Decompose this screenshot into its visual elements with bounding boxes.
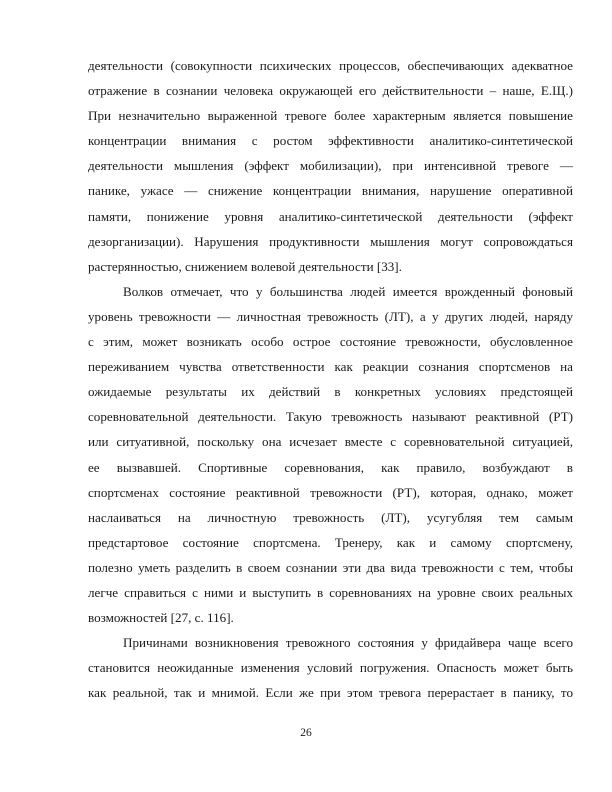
text-line: дезорганизации). Нарушения продуктивности мышления могут сопровождаться <box>88 233 573 249</box>
paragraph <box>88 630 573 705</box>
paragraph <box>88 279 573 630</box>
text-line: становится неожиданные изменения условий погружения. Опасность может быть <box>88 660 573 676</box>
text-line: или ситуативной, поскольку она исчезает вместе с соревновательной ситуацией, <box>88 434 573 450</box>
text-line: растерянностью, снижением волевой деятельности [33]. <box>88 258 402 274</box>
text-line: панике, ужасе — снижение концентрации внимания, нарушение оперативной <box>88 183 573 199</box>
body-text <box>88 53 573 705</box>
text-line: соревновательной деятельности. Такую тревожность называют реактивной (РТ) <box>88 409 573 425</box>
text-line: полезно уметь разделить в своем сознании эти два вида тревожности с тем, чтобы <box>88 559 573 575</box>
text-line: с этим, может возникать особо острое состояние тревожности, обусловленное <box>88 334 573 350</box>
text-line: ее вызвавшей. Спортивные соревнования, как правило, возбуждают в <box>88 459 573 475</box>
text-line: Волков отмечает, что у большинства людей имеется врожденный фоновый <box>123 283 573 299</box>
text-line: деятельности (совокупности психических процессов, обеспечивающих адекватное <box>88 58 573 73</box>
text-line: При незначительно выраженной тревоге более характерным является повышение <box>88 108 573 124</box>
paragraph <box>88 53 573 279</box>
text-line: наслаиваться на личностную тревожность (ЛТ), усугубляя тем самым <box>88 509 573 525</box>
text-line: переживанием чувства ответственности как реакции сознания спортсменов на <box>88 359 573 375</box>
text-line: предстартовое состояние спортсмена. Тренеру, как и самому спортсмену, <box>88 534 573 550</box>
text-line: концентрации внимания с ростом эффективности аналитико-синтетической <box>88 133 573 149</box>
text-line: ожидаемые результаты их действий в конкретных условиях предстоящей <box>88 384 573 400</box>
text-line: деятельности мышления (эффект мобилизации), при интенсивной тревоге — <box>88 158 573 174</box>
text-line: Причинами возникновения тревожного состояния у фридайвера чаще всего <box>123 635 573 651</box>
text-line: легче справиться с ними и выступить в соревнованиях на уровне своих реальных <box>88 584 573 600</box>
text-line: отражение в сознании человека окружающей его действительности – наше, Е.Щ.) <box>88 83 573 99</box>
page-number: 26 <box>300 727 312 739</box>
text-line: возможностей [27, с. 116]. <box>88 610 234 626</box>
text-line: памяти, понижение уровня аналитико-синтетической деятельности (эффект <box>88 208 573 224</box>
text-line: уровень тревожности — личностная тревожность (ЛТ), а у других людей, наряду <box>88 308 573 324</box>
text-line: как реальной, так и мнимой. Если же при этом тревога перерастает в панику, то <box>88 685 573 701</box>
text-line: спортсменах состояние реактивной тревожности (РТ), которая, однако, может <box>88 484 573 500</box>
